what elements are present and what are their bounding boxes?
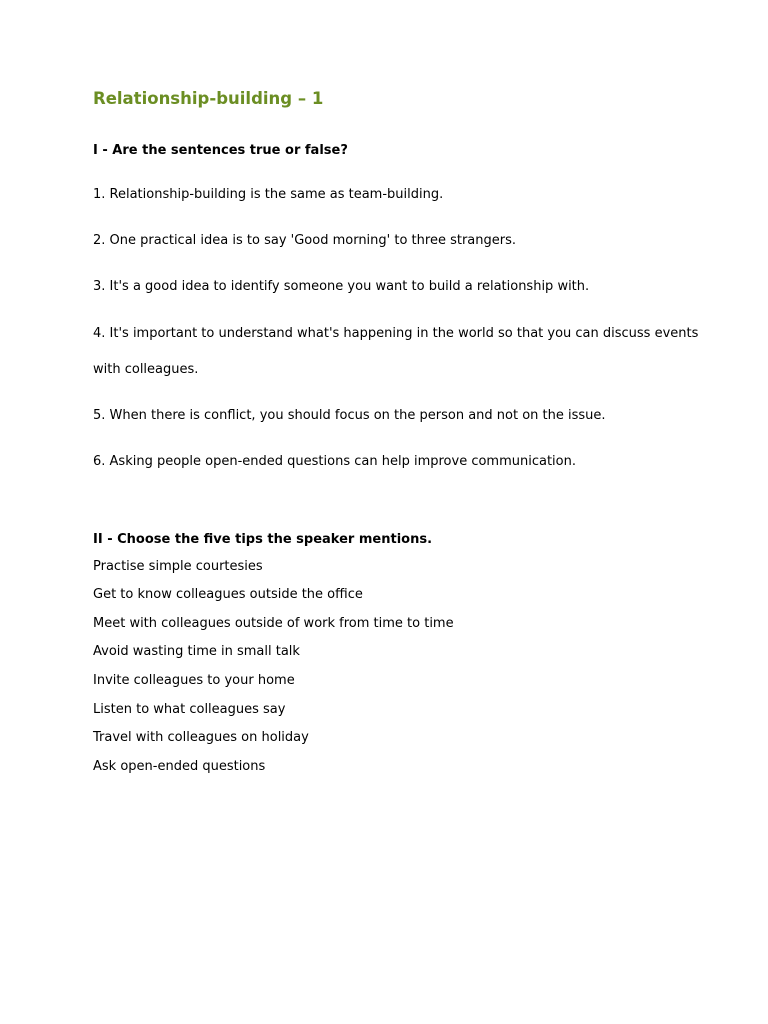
tip-item-1: Practise simple courtesies [93, 559, 263, 574]
tip-item-8: Ask open-ended questions [93, 759, 266, 774]
page-title: Relationship-building – 1 [93, 89, 324, 108]
tip-item-7: Travel with colleagues on holiday [93, 730, 309, 745]
true-false-item-4: 4. It's important to understand what's happening in the world so that you can discuss events [93, 326, 699, 341]
true-false-item-5: 5. When there is conflict, you should focus on the person and not on the issue. [93, 408, 606, 423]
true-false-item-3: 3. It's a good idea to identify someone you want to build a relationship with. [93, 279, 590, 294]
tip-item-6: Listen to what colleagues say [93, 702, 286, 717]
true-false-item-6: 6. Asking people open-ended questions can help improve communication. [93, 454, 576, 469]
tip-item-4: Avoid wasting time in small talk [93, 644, 300, 659]
section-1-heading: I - Are the sentences true or false? [93, 143, 348, 158]
tip-item-3: Meet with colleagues outside of work from time to time [93, 616, 454, 631]
true-false-item-2: 2. One practical idea is to say 'Good morning' to three strangers. [93, 233, 516, 248]
section-2-heading: II - Choose the five tips the speaker mentions. [93, 532, 433, 547]
true-false-item-1: 1. Relationship-building is the same as team-building. [93, 187, 444, 202]
true-false-item-4-continuation: with colleagues. [93, 362, 199, 377]
tip-item-2: Get to know colleagues outside the office [93, 587, 363, 602]
tip-item-5: Invite colleagues to your home [93, 673, 295, 688]
